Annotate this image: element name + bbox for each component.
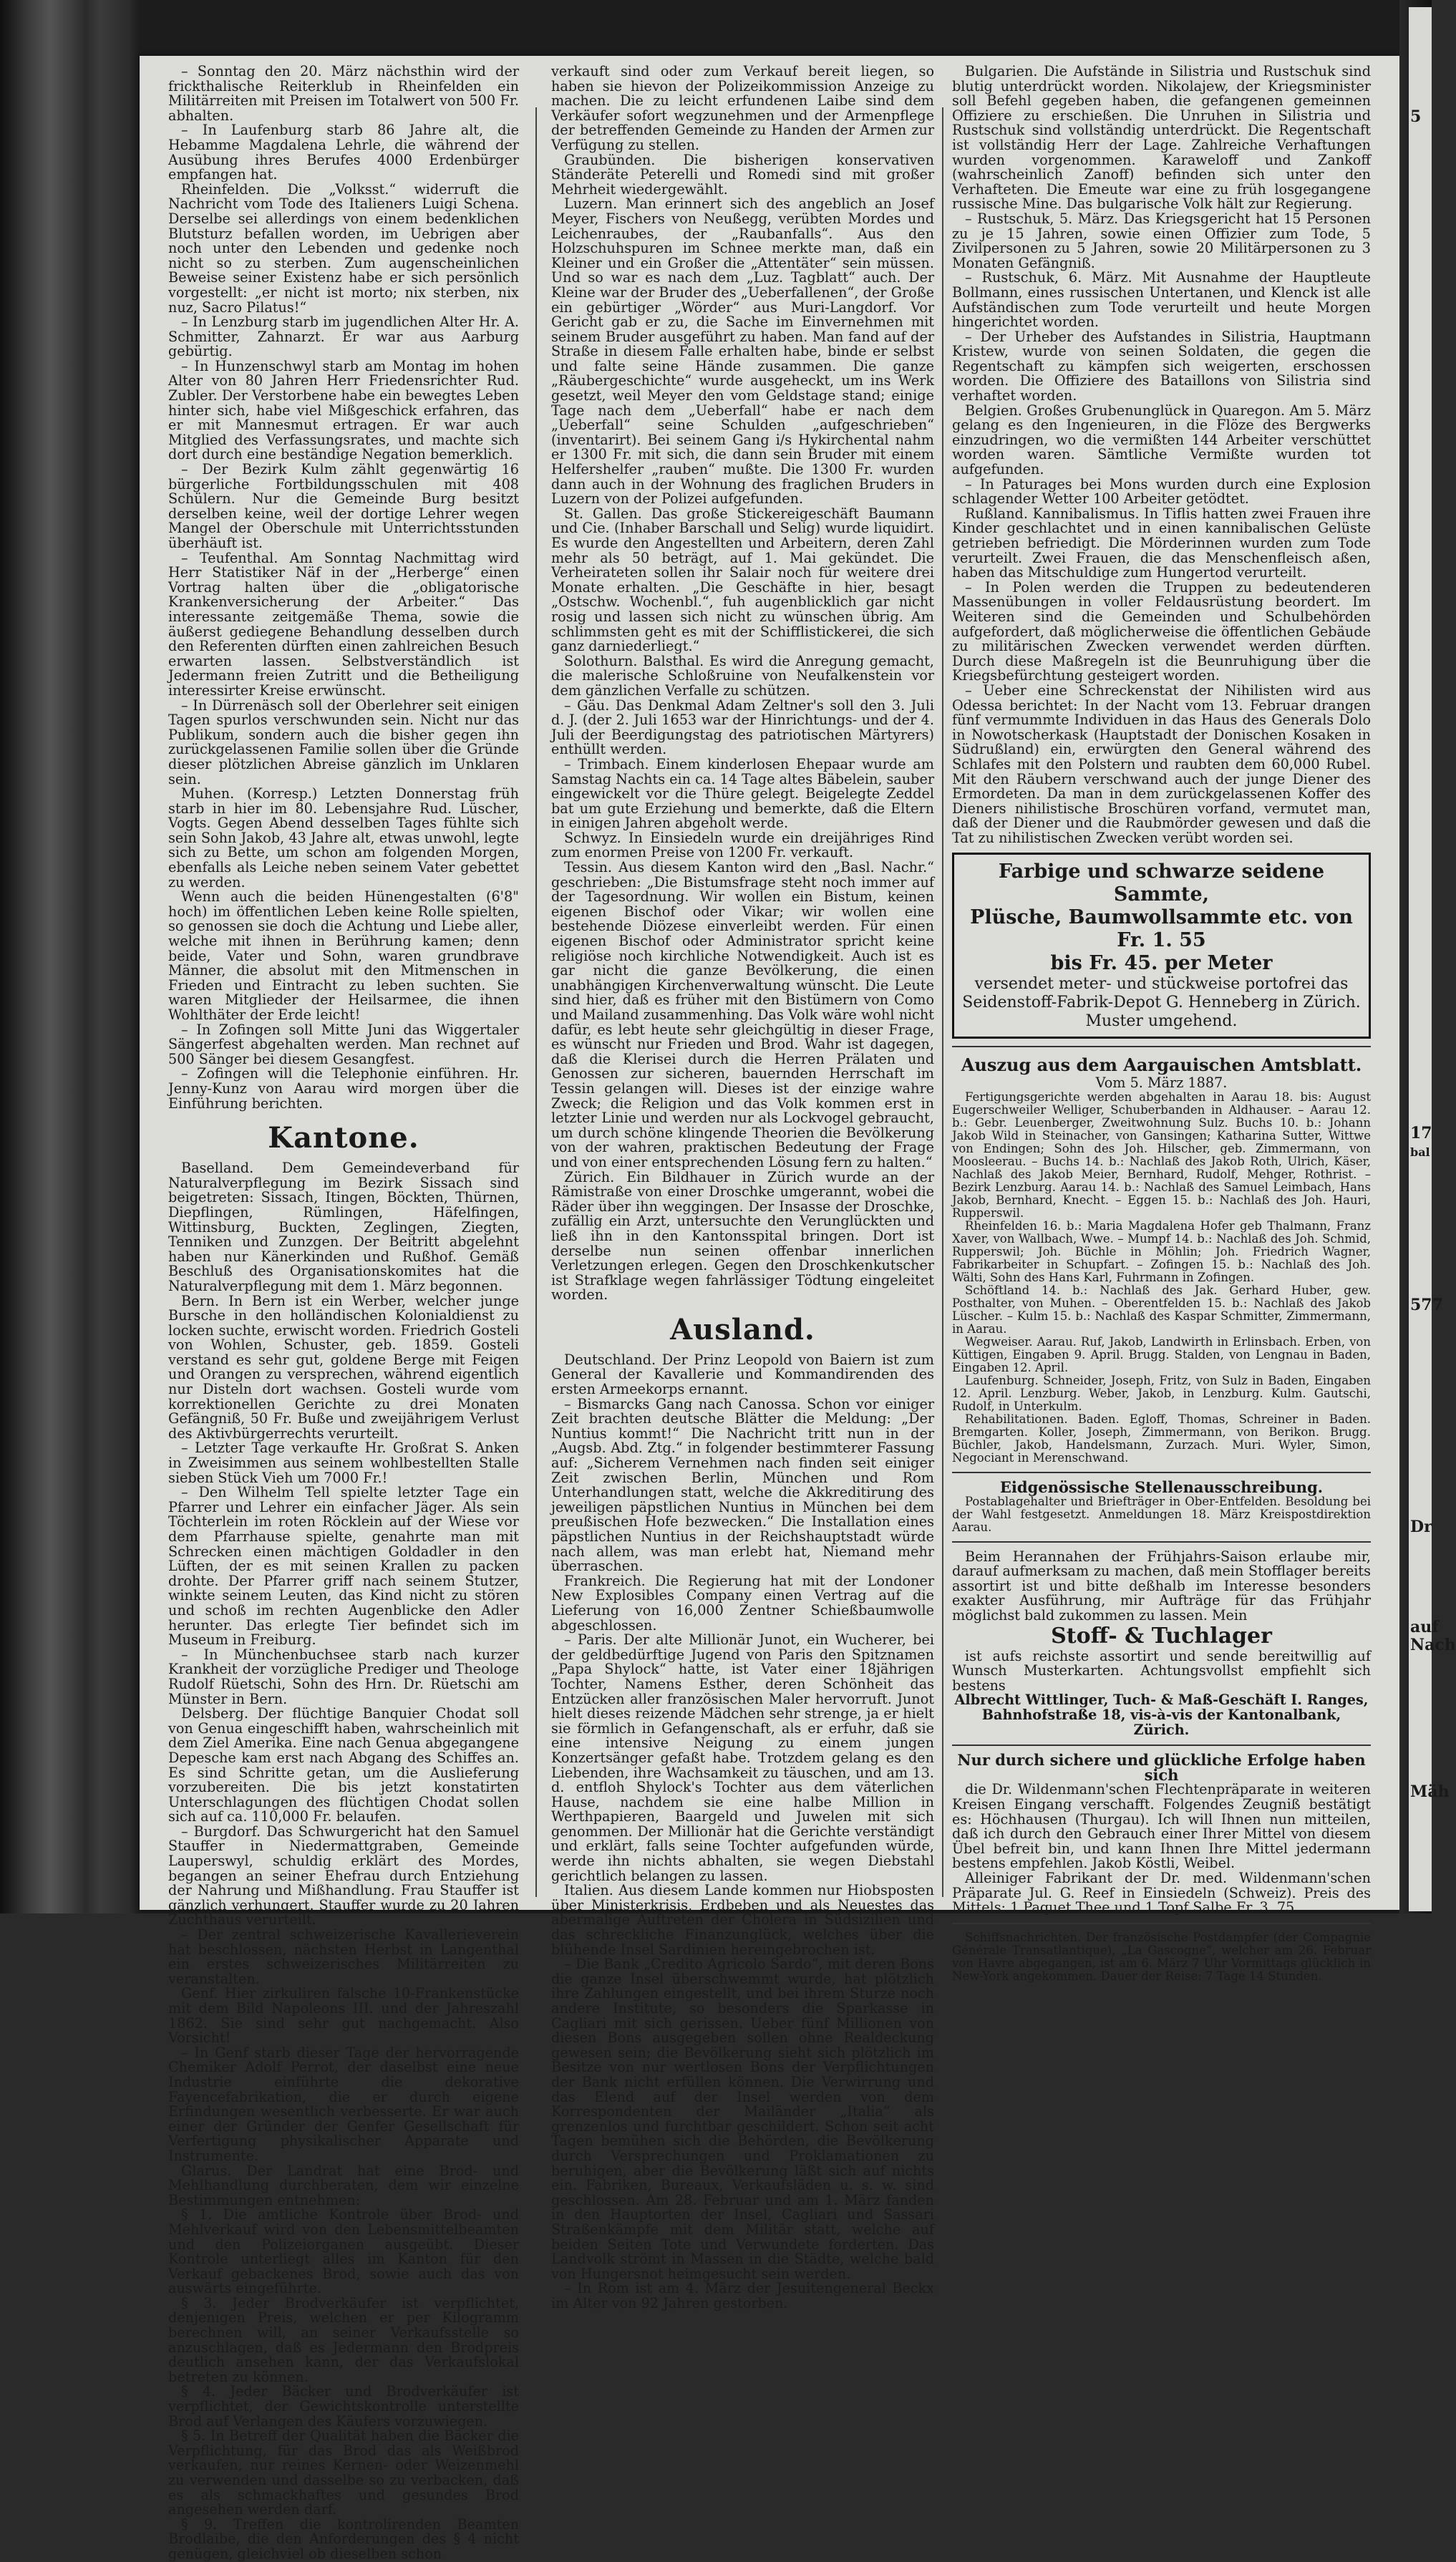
article: – Die Bank „Credito Agricolo Sardo“, mit deren Bons die ganze Insel überschwemmt wurde, hat plötzlich ihre Zahlungen eingestellt, und bei ihrem Sturze noch andere Institute, so besonders die Sparkasse in Cagliari mit sich gerissen. Ueber fünf Millionen von diesen Bons ausgegeben sollen ohne Realdeckung gewesen sein; die Bevölkerung sieht sich plötzlich im Besitze von nur wertlosen Bons der Verpflichtungen der Bank nicht erfüllen können. Die Verwirrung und das Elend auf der Insel werden von dem Korrespondenten der Mailänder „Italia“ als grenzenlos und furchtbar geschildert. Schon seit acht Tagen bemühen sich die Behörden, die Bevölkerung durch Versprechungen und Proklamationen zu beruhigen, aber die Bevölkerung läßt sich auf nichts ein. Fabriken, Bureaux, Verkaufsläden u. s. w. sind geschlossen. Am 28. Februar und am 1. März fanden in den Hauptorten der Insel, Cagliari und Sassari Straßenkämpfe mit dem Militär statt, welche auf beiden Seiten Tote und Verwundete forderten. Das Landvolk strömt in Massen in die Städte, welche bald von Hungersnot heimgesucht sein werden. <box>551 1956 934 2282</box>
ad-headline: Nur durch sichere und glückliche Erfolge haben sich <box>957 1751 1366 1784</box>
divider <box>952 1745 1371 1746</box>
article: – In Lenzburg starb im jugendlichen Alter Hr. A. Schmitter, Zahnarzt. Er war aus Aarburg gebürtig. <box>168 314 519 360</box>
article: Delsberg. Der flüchtige Banquier Chodat soll von Genua eingeschifft haben, wahrscheinlich mit dem Ziel Amerika. Eine nach Genua abgegangene Depesche kam erst nach Abgang des Schiffes an. Es sind Schritte getan, um die Auslieferung vorzubereiten. Die bis jetzt konstatirten Unterschlagungen des flüchtigen Chodat sollen sich auf ca. 110,000 Fr. belaufen. <box>168 1705 519 1825</box>
article: § 3. Jeder Brodverkäufer ist verpflichtet, denjenigen Preis, welchen er per Kilogramm berechnen will, an seiner Verkaufsstelle so anzuschlagen, daß es Jedermann den Brodpreis deutlich ansehen kann, der das Verkaufslokal betreten zu können. <box>168 2294 519 2385</box>
article: – In Münchenbuchsee starb nach kurzer Krankheit der vorzügliche Prediger und Theologe Rudolf Rüetschi, Sohn des Hrn. Dr. Rüetschi am Münster in Bern. <box>168 1646 519 1707</box>
article: – Rustschuk, 5. März. Das Kriegsgericht hat 15 Personen zu je 15 Jahren, sowie einen Offizier zum Tode, 5 Zivilpersonen zu 5 Jahren, sowie 20 Militärpersonen zu 3 Monaten Gefängniß. <box>952 210 1371 271</box>
amtsblatt-date: Vom 5. März 1887. <box>1095 1074 1228 1092</box>
article: Schwyz. In Einsiedeln wurde ein dreijähriges Rind zum enormen Preise von 1200 Fr. verkauft. <box>551 829 934 861</box>
article: – Ueber eine Schreckenstat der Nihilisten wird aus Odessa berichtet: In der Nacht vom 13. Februar drangen fünf vermummte Individuen in das Haus des Generals Dolo in Nowotscherkask (Hauptstadt der Donischen Kosaken in Südrußland) ein, erwürgten den General während des Schlafes mit den Polstern und raubten dem 60,000 Rubel. Mit den Räubern verschwand auch der junge Diener des Ermordeten. Da man in dem zurückgelassenen Koffer des Dieners nihilistische Broschüren vorfand, vermutet man, daß der Diener und die Raubmörder gewesen und daß die Tat zu nihilistischen Zwecken verübt worden sei. <box>952 681 1371 846</box>
article: Solothurn. Balsthal. Es wird die Anregung gemacht, die malerische Schloßruine von Neufalkenstein vor dem gänzlichen Verfalle zu schützen. <box>551 652 934 699</box>
article: – Zofingen will die Telephonie einführen. Hr. Jenny-Kunz von Aarau wird morgen über die Einführung berichten. <box>168 1065 519 1112</box>
article: – Gäu. Das Denkmal Adam Zeltner's soll den 3. Juli d. J. (der 2. Juli 1653 war der Hinrichtungs- und der 4. Juli der Beerdigungstag des patriotischen Märtyrers) enthüllt werden. <box>551 697 934 758</box>
article: Graubünden. Die bisherigen konservativen Ständeräte Peterelli und Romedi sind mit großer Mehrheit wiedergewählt. <box>551 151 934 198</box>
edge-fragment: 5 <box>1410 107 1422 126</box>
article: – In Dürrenäsch soll der Oberlehrer seit einigen Tagen spurlos verschwunden sein. Nicht nur das Publikum, sondern auch die bisher gegen ihn zurückgelassenen Familie sollen über die Gründe dieser plötzlichen Abreise gänzlich im Unklaren sein. <box>168 697 519 787</box>
article: – Burgdorf. Das Schwurgericht hat den Samuel Stauffer in Niedermattgraben, Gemeinde Lauperswyl, schuldig erklärt des Mordes, begangen an seiner Ehefrau durch Entziehung der Nahrung und Mißhandlung. Frau Stauffer ist gänzlich verhungert. Stauffer wurde zu 20 Jahren Zuchthaus verurteilt. <box>168 1823 519 1928</box>
advertisement-remedy <box>952 1753 1371 1916</box>
article: § 4. Jeder Bäcker und Brodverkäufer ist verpflichtet, der Gewichtskontrolle unterstellte Brod auf Verlangen des Käufers vorzuwiegen. <box>168 2383 519 2430</box>
divider <box>952 1046 1371 1047</box>
article: – In Rom ist am 4. März der Jesuitengeneral Beckx im Alter von 92 Jahren gestorben. <box>551 2280 934 2311</box>
ad-signature: Albrecht Wittlinger, Tuch- & Maß-Geschäft I. Ranges, Bahnhofstraße 18, vis-à-vis der Kantonalbank, Zürich. <box>954 1692 1369 1738</box>
shipping-news: Schiffsnachrichten. Der französische Postdampfer (der Compagnie Générale Transatlantique), „La Gascogne“, welcher am 26. Februar von Havre abgegangen, ist am 6. März 7 Uhr Vormittags glücklich in New-York angekommen. Dauer der Reise: 7 Tage 14 Stunden. <box>952 1930 1371 1983</box>
amtsblatt-title: Auszug aus dem Aargauischen Amtsblatt. <box>961 1054 1362 1076</box>
article: Bulgarien. Die Aufstände in Silistria und Rustschuk sind blutig unterdrückt worden. Nikolajew, der Kriegsminister soll Befehl gegeben haben, die gefangenen gemeinnen Offiziere zu erschießen. Die Unruhen in Silistria und Rustschuk sind vollständig unterdrückt. Die Regentschaft ist vollständig Herr der Lage. Zahlreiche Verhaftungen wurden vorgenommen. Karaweloff und Zankoff (wahrscheinlich Zanoff) befinden sich unter den Verhafteten. Die Emeute war eine zu früh losgegangene russische Mine. Das bulgarische Volk hält zur Regierung. <box>952 63 1371 213</box>
article: – In Hunzenschwyl starb am Montag im hohen Alter von 80 Jahren Herr Friedensrichter Rud. Zubler. Der Verstorbene habe ein bewegtes Leben hinter sich, habe viel Mißgeschick erfahren, das er mit Mannesmut ertragen. Er war auch Mitglied des Verfassungsrates, und machte sich dort durch eine beständige Negation bemerklich. <box>168 357 519 463</box>
ad-headline: Plüsche, Baumwollsammte etc. von Fr. 1. 55 <box>970 906 1353 952</box>
amtsblatt-entry: Rehabilitationen. Baden. Egloff, Thomas, Schreiner in Baden. Bremgarten. Koller, Joseph, Zimmermann, von Berikon. Brugg. Büchler, Jakob, Handelsmann, Zurzach. Muri. Wyler, Simon, Negociant in Merenschwand. <box>952 1412 1371 1465</box>
article: – Teufenthal. Am Sonntag Nachmittag wird Herr Statistiker Näf in der „Herberge“ einen Vortrag halten über die „obligatorische Krankenversicherung der Arbeiter.“ Das interessante zeitgemäße Thema, sowie die äußerst gediegene Behandlung desselben durch den Referenten dürften einen zahlreichen Besuch erwarten lassen. Selbstverständlich ist Jedermann freien Zutritt und die Betheiligung interessirter Kreise erwünscht. <box>168 549 519 699</box>
advertisement-silk-velvet <box>952 853 1371 1039</box>
divider <box>952 1923 1371 1924</box>
article: – Der zentral schweizerische Kavallerieverein hat beschlossen, nächsten Herbst in Langenthal ein erstes schweizerisches Militärreiten zu veranstalten. <box>168 1926 519 1987</box>
article: – In Polen werden die Truppen zu bedeutenderen Massenübungen in voller Feldausrüstung beordert. Im Weiteren sind die Gemeinden und Schulbehörden aufgefordert, daß möglicherweise die öffentlichen Gebäude zu militärischen Zwecken verwendet werden dürften. Durch diese Maßregeln ist die Beunruhigung über die Kriegsbefürchtung gesteigert worden. <box>952 578 1371 684</box>
article: – In Paturages bei Mons wurden durch eine Explosion schlagender Wetter 100 Arbeiter getödtet. <box>952 475 1371 508</box>
column-rule <box>535 107 537 1897</box>
section-heading-kantone: Kantone. <box>268 1121 419 1155</box>
article: § 5. In Betreff der Qualität haben die Bäcker die Verpflichtung, für das Brod das als Weißbrod verkaufen, nur reines Kernen- oder Weizenmehl zu verwenden und dasselbe so zu verbacken, daß es als schmackhaftes und gesundes Brod angesehen werden darf. <box>168 2427 519 2518</box>
article: Rußland. Kannibalismus. In Tiflis hatten zwei Frauen ihre Kinder geschlachtet und in einen kannibalischen Gelüste getrieben befriedigt. Die Mörderinnen wurden zum Tode verurteilt. Zwei Frauen, die das Menschenfleisch aßen, haben das Mitschuldige zum Hungertod verurteilt. <box>952 505 1371 581</box>
next-page-edge <box>1409 7 1456 1911</box>
edge-fragment: Nach <box>1410 1636 1456 1654</box>
article: – Trimbach. Einem kinderlosen Ehepaar wurde am Samstag Nachts ein ca. 14 Tage altes Bäbelein, sauber eingewickelt vor die Thüre gelegt. Beigelegte Zeddel bat um gute Erziehung und bemerkte, daß die Eltern in einigen Jahren abgeholt werde. <box>551 755 934 832</box>
ad-headline: bis Fr. 45. per Meter <box>1050 952 1273 975</box>
advertisement-tailor <box>952 1550 1371 1738</box>
edge-fragment: Mäh <box>1410 1782 1450 1801</box>
article: Zürich. Ein Bildhauer in Zürich wurde an der Rämistraße von einer Droschke umgerannt, wobei die Räder über ihn weggingen. Der Insasse der Droschke, zufällig ein Arzt, untersuchte den Verunglückten und ließ ihn in den Kantonsspital bringen. Dort ist derselbe nun seinen offenbar innerlichen Verletzungen erlegen. Gegen den Droschkenkutscher ist Strafklage wegen fahrlässiger Tödtung eingeleitet worden. <box>551 1168 934 1304</box>
article: Luzern. Man erinnert sich des angeblich an Josef Meyer, Fischers von Neußegg, verübten Mordes und Leichenraubes, der „Raubanfalls“. Aus den Holzschuhspuren im Schnee merkte man, daß ein Kleiner und ein Großer die „Attentäter“ sein müssen. Und so war es nach dem „Luz. Tagblatt“ auch. Der Kleine war der Bruder des „Ueberfallenen“, der Große ein gebürtiger „Wörder“ aus Muri-Langdorf. Vor Gericht gab er zu, die Sache im Einvernehmen mit seinem Bruder ausgeführt zu haben. Man fand auf der Straße in diesem Falle erhalten habe, binde er selbst und falte seine Hände zusammen. Die ganze „Räubergeschichte“ wurde ausgeheckt, um ins Werk gesetzt, weil Meyer den vom Geldstage stand; einige Tage nach dem „Ueberfall“ habe er nach dem „Ueberfall“ seine Schulden „aufgeschrieben“ (inventarirt). Bei seinem Gang i/s Hykirchental nahm er 1300 Fr. mit sich, die dann sein Bruder mit einem Helfershelfer „rauben“ mußte. Die 1300 Fr. wurden dann auch in der Wohnung des fraglichen Bruders in Luzern von der Polizei aufgefunden. <box>551 195 934 508</box>
column-3 <box>952 63 1371 1983</box>
ad-text: versendet meter- und stückweise portofrei das Seidenstoff-Fabrik-Depot G. Henneberg in Zürich. <box>962 975 1361 1012</box>
ad-text: ist aufs reichste assortirt und sende bereitwillig auf Wunsch Musterkarten. Achtungsvollst empfiehlt sich bestens <box>952 1647 1371 1694</box>
article: Italien. Aus diesem Lande kommen nur Hiobsposten über Ministerkrisis, Erdbeben und als Neuestes das abermalige Auftreten der Cholera in Südsizilien und das schreckliche Finanzunglück, welches über die blühende Insel Sardinien hereingebrochen ist. <box>551 1882 934 1958</box>
article: – Der Urheber des Aufstandes in Silistria, Hauptmann Kristew, wurde von seinen Soldaten, die gegen die Regentschaft zu kämpfen sich weigerten, erschossen worden. Die Offiziere des Bataillons von Silistria sind verhaftet worden. <box>952 328 1371 404</box>
stellen-text: Postablagehalter und Briefträger in Ober-Entfelden. Besoldung bei der Wahl festgesetzt. Anmeldungen 18. März Kreispostdirektion Aarau. <box>952 1494 1371 1534</box>
article: – In Genf starb dieser Tage der hervorragende Chemiker Adolf Perrot, der daselbst eine neue Industrie einführte die dekorative Fayencefabrikation, die er durch eigene Erfindungen wesentlich verbesserte. Er war auch einer der Gründer der Genfer Gesellschaft für Verfertigung physikalischer Apparate und Instrumente. <box>168 2044 519 2164</box>
article: St. Gallen. Das große Stickereigeschäft Baumann und Cie. (Inhaber Barschall und Selig) wurde liquidirt. Es wurde den Angestellten und Arbeitern, deren Zahl mehr als 50 beträgt, auf 1. Mai gekündet. Die Verheirateten sollen ihr Salair noch für weitere drei Monate erhalten. „Die Geschäfte in hier, besagt „Ostschw. Wochenbl.“, fuh augenblicklich gar nicht rosig und lassen sich nicht zu wünschen übrig. Am schlimmsten geht es mit der Schifflistickerei, die sich ganz darniederliegt.“ <box>551 505 934 655</box>
article: – Letzter Tage verkaufte Hr. Großrat S. Anken in Zweisimmen aus seinem wohlbestellten Stalle sieben Stück Vieh um 7000 Fr.! <box>168 1440 519 1486</box>
article: – Der Bezirk Kulm zählt gegenwärtig 16 bürgerliche Fortbildungsschulen mit 408 Schülern. Nur die Gemeinde Burg besitzt derselben keine, weil der dortige Lehrer wegen Mangel der Oberschule mit Unterrichtsstunden überhäuft ist. <box>168 461 519 551</box>
column-2 <box>551 63 934 2311</box>
amtsblatt-entry: Rheinfelden 16. b.: Maria Magdalena Hofer geb Thalmann, Franz Xaver, von Wallbach, Wwe. – Mumpf 14. b.: Nachlaß des Joh. Schmid, Rupperswil; Joh. Büchle in Möhlin; Joh. Friedrich Wagner, Fabrikarbeiter in Schupfart. – Zofingen 15. b.: Nachlaß des Joh. Wälti, Sohn des Hans Karl, Fuhrmann in Zofingen. <box>952 1219 1371 1285</box>
article: Glarus. Der Landrat hat eine Brod- und Mehlhandlung durchberaten, dem wir einzelne Bestimmungen entnehmen: <box>168 2162 519 2208</box>
article: – In Laufenburg starb 86 Jahre alt, die Hebamme Magdalena Lehrle, die während der Ausübung ihres Berufes 4000 Erdenbürger empfangen hat. <box>168 122 519 183</box>
divider <box>952 1541 1371 1543</box>
article: – Paris. Der alte Millionär Junot, ein Wucherer, bei der geldbedürftige Jugend von Paris den Spitznamen „Papa Shylock“ hatte, ist Vater einer 18jährigen Tochter, Namens Esther, deren Schönheit das Entzücken aller französischen Maler hervorruft. Junot hielt dieses reizende Mädchen sehr strenge, ja er hielt sie förmlich in Gefangenschaft, als er erfuhr, daß sie eine intensive Neigung zu einem jungen Konzertsänger gefaßt habe. Trotzdem gelang es den Liebenden, ihre Wachsamkeit zu täuschen, und am 13. d. entfloh Shylock's Tochter aus dem väterlichen Hause, nachdem sie eine halbe Million in Werthpapieren, Baargeld und Juwelen mit sich genommen. Der Millionär hat die Gerichte verständigt und erklärt, falls seine Tochter aufgefunden würde, werde ihn nichts abhalten, sie wegen Diebstahl gerichtlich belangen zu lassen. <box>551 1631 934 1884</box>
article: § 1. Die amtliche Kontrole über Brod- und Mehlverkauf wird von den Lebensmittelbeamten und den Polizeiorganen ausgeübt. Dieser Kontrole unterliegt alles im Kanton für den Verkauf gebackenes Brod, sowie auch das von auswärts eingeführte. <box>168 2206 519 2297</box>
column-1 <box>168 63 519 2562</box>
article: Frankreich. Die Regierung hat mit der Londoner New Explosibles Company einen Vertrag auf die Lieferung von 16,000 Zentner Schießbaumwolle abgeschlossen. <box>551 1572 934 1634</box>
edge-fragment: 17 <box>1410 1124 1432 1142</box>
ad-text: Alleiniger Fabrikant der Dr. med. Wildenmann'schen Präparate Jul. G. Reef in Einsiedeln (Schweiz). Preis des Mittels: 1 Paquet Thee und 1 Topf Salbe Fr. 3. 75. <box>952 1869 1371 1916</box>
edge-fragment: Dr <box>1410 1518 1432 1536</box>
article: verkauft sind oder zum Verkauf bereit liegen, so haben sie hievon der Polizeikommission Anzeige zu machen. Die zu leicht erfundenen Laibe sind dem Verkäufer sofort wegzunehmen und der Armenpflege der betreffenden Gemeinde zu Handen der Armen zur Verfügung zu stellen. <box>551 63 934 153</box>
divider <box>952 1472 1371 1473</box>
article: Rheinfelden. Die „Volksst.“ widerruft die Nachricht vom Tode des Italieners Luigi Schena. Derselbe sei allerdings von einem bedenklichen Blutsturz befallen worden, im Uebrigen aber noch unter den Lebenden und gedenke noch nicht so zu sterben. Zum augenscheinlichen Beweise seiner Existenz habe er sich persönlich vorgestellt: „er nicht ist morto; nix sterben, nix nuz, Sacro Pilatus!“ <box>168 180 519 316</box>
article: – Bismarcks Gang nach Canossa. Schon vor einiger Zeit brachten deutsche Blätter die Meldung: „Der Nuntius kommt!“ Die Nachricht tritt nun in der „Augsb. Abd. Ztg.“ in folgender bestimmterer Fassung auf: „Sicherem Vernehmen nach finden seit einiger Zeit zwischen Berlin, München und Rom Unterhandlungen statt, welche die Akkreditirung des jeweiligen päpstlichen Nuntius in München bei dem preußischen Hofe bezwecken.“ Die Installation eines päpstlichen Nuntius in der Reichshauptstadt würde nach allem, was man erlebt hat, Niemand mehr überraschen. <box>551 1395 934 1575</box>
ad-text: Beim Herannahen der Frühjahrs-Saison erlaube mir, darauf aufmerksam zu machen, daß mein Stofflager bereits assortirt ist und bitte deßhalb im Interesse besonders exakter Ausführung, mir Aufträge für das Frühjahr möglichst bald zukommen zu lassen. Mein <box>952 1548 1371 1624</box>
ad-headline: Stoff- & Tuchlager <box>1051 1623 1272 1649</box>
edge-fragment: auf <box>1410 1618 1439 1636</box>
stellen-title: Eidgenössische Stellenausschreibung. <box>999 1478 1324 1497</box>
article: Tessin. Aus diesem Kanton wird den „Basl. Nachr.“ geschrieben: „Die Bistumsfrage steht noch immer auf der Tagesordnung. Wir wollen ein Bistum, keinen eigenen Bischof oder Vikar; wir wollen eine bestehende Diözese einverleibt werden. Für einen eigenen Bischof oder Administrator spricht keine religiöse noch kirchliche Notwendigkeit. Auch ist es gar nicht die ganze Bevölkerung, die einen unabhängigen Kirchenverwaltung wünscht. Die Leute sind hier, daß es früher mit den Bistümern von Como und Mailand zusammenhing. Das Volk wäre wohl nicht dafür, es lebt heute sehr gleichgültig in dieser Frage, es wünscht nur Frieden und Brod. Wahr ist dagegen, daß die Klerisei durch die Herren Prälaten und Genossen zur sicheren, bauernden Herrschaft im Tessin gelangen will. Dieses ist der einzige wahre Zweck; die Religion und das Volk kommen erst in letzter Linie und werden nur als Lockvogel gebraucht, um durch schöne klingende Theorien die Bevölkerung von der wahren, praktischen Bedeutung der Frage und von einer entsprechenden Lösung fern zu halten.“ <box>551 859 934 1170</box>
ad-headline: Farbige und schwarze seidene Sammte, <box>998 860 1325 906</box>
edge-fragment: 577 <box>1410 1296 1443 1314</box>
article: – In Zofingen soll Mitte Juni das Wiggertaler Sängerfest abgehalten werden. Man rechnet auf 500 Sänger bei diesem Gesangfest. <box>168 1021 519 1067</box>
article: Muhen. (Korresp.) Letzten Donnerstag früh starb in hier im 80. Lebensjahre Rud. Lüscher, Vogts. Gegen Abend desselben Tages fühlte sich sein Sohn Jakob, 43 Jahre alt, etwas unwohl, legte sich zu Bette, um schon am folgenden Morgen, ebenfalls als Leiche neben seinem Vater gebettet zu werden. <box>168 785 519 891</box>
article: – Den Wilhelm Tell spielte letzter Tage ein Pfarrer und Lehrer ein einfacher Jäger. Als sein Töchterlein im roten Röcklein auf der Wiese vor dem Pfarrhause spielte, genahrte man mit Schrecken einen mächtigen Goldadler in den Lüften, der es mit seinen Krallen zu packen drohte. Der Pfarrer griff nach seinem Stutzer, winkte seinem Leuten, das Kind nicht zu stören und schoß im rechten Augenblicke den Adler herunter. Das erlegte Tier befindet sich im Museum in Freiburg. <box>168 1484 519 1649</box>
article: Deutschland. Der Prinz Leopold von Baiern ist zum General der Kavallerie und Kommandirenden des ersten Armeekorps ernannt. <box>551 1351 934 1398</box>
article: Bern. In Bern ist ein Werber, welcher junge Bursche in den holländischen Kolonialdienst zu locken suchte, erwischt worden. Friedrich Gosteli von Wohlen, Schuster, geb. 1859. Gosteli verstand es sehr gut, goldene Berge mit Feigen und Orangen zu versprechen, während eigentlich nur Disteln dort wachsen. Gosteli wurde vom korrektionellen Gerichte zu drei Monaten Gefängniß, 50 Fr. Buße und zweijährigem Verlust des Aktivbürgerrechts verurteilt. <box>168 1292 519 1442</box>
article: – Sonntag den 20. März nächsthin wird der frickthalische Reiterklub in Rheinfelden ein Militärreiten mit Preisen im Totalwert von 500 Fr. abhalten. <box>168 63 519 124</box>
article: Wenn auch die beiden Hünengestalten (6'8" hoch) im öffentlichen Leben keine Rolle spielten, so genossen sie doch die Achtung und Liebe aller, welche mit ihnen in Berührung kamen; denn beide, Vater und Sohn, waren grundbrave Männer, die absolut mit den Mitmenschen in Frieden und Eintracht zu leben suchten. Sie waren Mitglieder der Heilsarmee, die ihnen Wohlthäter der Erde leicht! <box>168 888 519 1023</box>
edge-fragment: bal <box>1410 1145 1430 1159</box>
ad-text: Muster umgehend. <box>1085 1012 1238 1031</box>
article: § 9. Treffen die kontrolirenden Beamten Brodlaibe, die den Anforderungen des § 4 nicht genügen, gleichviel ob dieselben schon <box>168 2515 519 2562</box>
article: – Rustschuk, 6. März. Mit Ausnahme der Hauptleute Bollmann, eines russischen Untertanen, und Klenck ist alle Aufständischen zum Tode verurteilt und heute Morgen hingerichtet worden. <box>952 269 1371 331</box>
amtsblatt-entry: Laufenburg. Schneider, Joseph, Fritz, von Sulz in Baden, Eingaben 12. April. Lenzburg. Weber, Jakob, in Lenzburg. Kulm. Gautschi, Rudolf, in Unterkulm. <box>952 1374 1371 1414</box>
article: Baselland. Dem Gemeindeverband für Naturalverpflegung im Bezirk Sissach sind beigetreten: Sissach, Itingen, Böckten, Thürnen, Diepflingen, Rümlingen, Häfelfingen, Wittinsburg, Buckten, Zeglingen, Ziegten, Tenniken und Zunzgen. Der Beitritt abgelehnt haben nur Känerkinden und Rußhof. Gemäß Beschluß des Organisationskomites hat die Naturalverpflegung mit dem 1. März begonnen. <box>168 1160 519 1294</box>
article: Genf. Hier zirkuliren falsche 10-Frankenstücke mit dem Bild Napoleons III. und der Jahreszahl 1862. Sie sind sehr gut nachgemacht. Also Vorsicht! <box>168 1985 519 2047</box>
article: Belgien. Großes Grubenunglück in Quaregon. Am 5. März gelang es den Ingenieuren, in die Flöze des Bergwerks einzudringen, wo die vermißten 144 Arbeiter verschüttet worden waren. Sämtliche Vermißte wurden tot aufgefunden. <box>952 402 1371 478</box>
ad-text: die Dr. Wildenmann'schen Flechtenpräparate in weiteren Kreisen Eingang verschafft. Folgendes Zeugniß bestätigt es: Höchhausen (Thurgau). Ich will Ihnen nun mitteilen, daß ich durch den Gebrauch einer Ihrer Mittel von diesem Übel befreit bin, und kann Ihnen Ihre Mittel jedermann bestens empfehlen. Jakob Köstli, Weibel. <box>952 1781 1371 1872</box>
amtsblatt-entry: Wegweiser. Aarau. Ruf, Jakob, Landwirth in Erlinsbach. Erben, von Küttigen, Eingaben 9. April. Brugg. Stalden, von Lengnau in Baden, Eingaben 12. April. <box>952 1335 1371 1375</box>
amtsblatt-entry: Fertigungsgerichte werden abgehalten in Aarau 18. bis: August Eugerschweiler Welliger, Schuberbanden in Aldhauser. – Aarau 12. b.: Gebr. Leuenberger, Zweitwohnung Sulz. Buchs 10. b.: Johann Jakob Wild in Steinacher, von Gansingen; Katharina Sutter, Wittwe von Endingen; Sohn des Joh. Hilscher, geb. Zimmermann, von Moosleerau. – Buchs 14. b.: Nachlaß des Jakob Roth, Ulrich, Käser, Nachlaß des Jakob Meier, Bernhard, Rudolf, Mehger, Rothrist. – Bezirk Lenzburg. Aarau 14. b.: Nachlaß des Samuel Leimbach, Hans Jakob, Bernhard, Knecht. – Eggen 15. b.: Nachlaß des Joh. Hauri, Rupperswil. <box>952 1090 1371 1221</box>
column-rule <box>942 107 943 1897</box>
section-heading-ausland: Ausland. <box>670 1312 815 1346</box>
amtsblatt-entry: Schöftland 14. b.: Nachlaß des Jak. Gerhard Huber, gew. Posthalter, von Muhen. – Oberentfelden 15. b.: Nachlaß des Jakob Lüscher. – Kulm 15. b.: Nachlaß des Kaspar Schmitter, Zimmermann, in Aarau. <box>952 1284 1371 1336</box>
